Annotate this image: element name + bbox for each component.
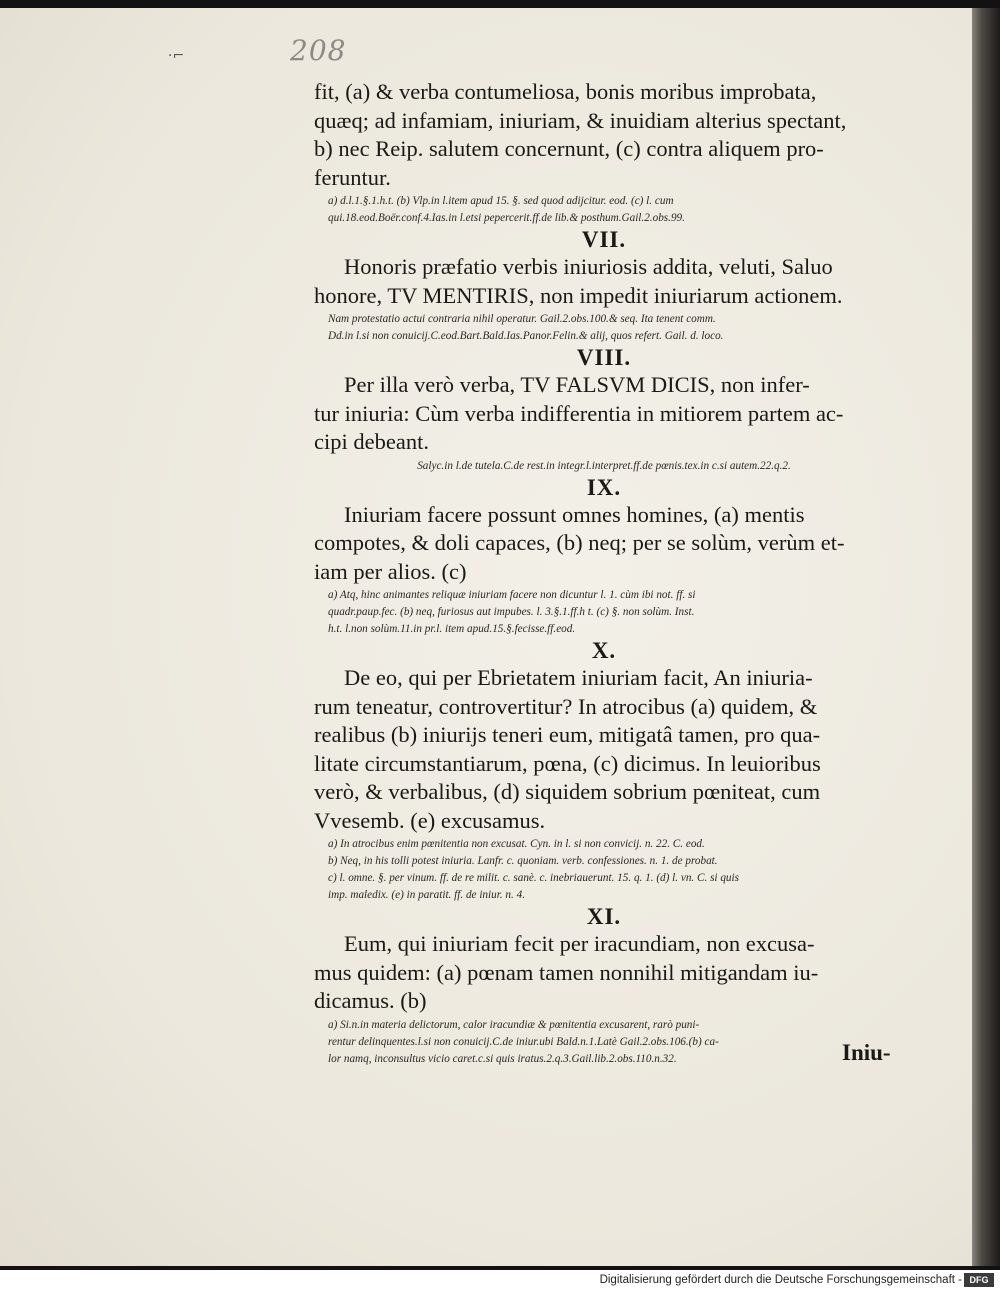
text-line: Eum, qui iniuriam fecit per iracundiam, non excusa- xyxy=(344,931,815,956)
text-line: verò, & verbalibus, (d) siquidem sobrium pœniteat, cum xyxy=(314,779,821,804)
text-line: mus quidem: (a) pœnam tamen nonnihil mitigandam iu- xyxy=(314,959,819,985)
footnote-line: quadr.paup.fec. (b) neq, furiosus aut impubes. l. 3.§.1.ff.h t. (c) §. non solùm. Inst. xyxy=(328,606,695,618)
section-number: VII. xyxy=(581,227,627,252)
footnote-block xyxy=(314,459,894,474)
text-line: compotes, & doli capaces, (b) neq; per se solùm, verùm et- xyxy=(314,530,845,555)
text-line: De eo, qui per Ebrietatem iniuriam facit, An iniuria- xyxy=(344,665,813,690)
footnote-line: a) In atrocibus enim pœnitentia non excusat. Cyn. in l. si non convicij. n. 22. C. eod. xyxy=(328,838,705,850)
footnote-line: c) l. omne. §. per vinum. ff. de re milit. c. sanè. c. inebriauerunt. 15. q. 1. (d) l. vn. C. si quis xyxy=(328,872,739,884)
footer-credit: Digitalisierung gefördert durch die Deutsche Forschungsgemeinschaft - xyxy=(599,1274,962,1286)
footnote-line: rentur delinquentes.l.si non conuicij.C.de iniur.ubi Bald.n.1.Latè Gail.2.obs.106.(b) ca- xyxy=(328,1035,719,1048)
text-line: b) nec Reip. salutem concernunt, (c) contra aliquem pro- xyxy=(314,136,824,161)
footnote-line: a) d.l.1.§.1.h.t. (b) Vlp.in l.item apud 15. §. sed quod adijcitur. eod. (c) l. cum xyxy=(328,195,674,207)
text-line: realibus (b) iniurijs teneri eum, mitigatâ tamen, pro qua- xyxy=(314,722,821,747)
text-line: iam per alios. (c) xyxy=(314,558,467,584)
paragraph xyxy=(314,253,894,310)
catchword: Iniu- xyxy=(842,1040,891,1065)
handwritten-page-number: 208 xyxy=(290,34,347,67)
paragraph xyxy=(314,930,894,1016)
page-text xyxy=(314,78,894,1068)
footnote-line: qui.18.eod.Boër.conf.4.Ias.in l.etsi pepercerit.ff.de lib.& posthum.Gail.2.obs.99. xyxy=(328,212,685,224)
text-line: fit, (a) & verba contumeliosa, bonis moribus improbata, xyxy=(314,79,817,104)
paragraph xyxy=(314,371,894,457)
footnote-line: Salyc.in l.de tutela.C.de rest.in integr.l.interpret.ff.de pœnis.tex.in c.si autem.22.q.2. xyxy=(417,459,791,472)
section-number: IX. xyxy=(586,474,622,500)
footnote-line: a) Si.n.in materia delictorum, calor iracundiæ & pœnitentia excusarent, rarò puni- xyxy=(328,1018,700,1031)
paragraph xyxy=(314,501,894,587)
text-line: honore, TV MENTIRIS, non impedit iniuriarum actionem. xyxy=(314,282,843,308)
text-line: rum teneatur, controvertitur? In atrocibus (a) quidem, & xyxy=(314,693,818,719)
footnote-line: Dd.in l.si non conuicij.C.eod.Bart.Bald.Ias.Panor.Felin.& alij, quos refert. Gail. d. loco. xyxy=(328,330,724,342)
footer-bar xyxy=(0,1270,1000,1291)
paragraph xyxy=(314,78,894,192)
footnote-line: Nam protestatio actui contraria nihil operatur. Gail.2.obs.100.& seq. Ita tenent comm. xyxy=(328,313,716,325)
footnote-line: h.t. l.non solùm.11.in pr.l. item apud.15.§.fecisse.ff.eod. xyxy=(328,623,576,635)
text-line: feruntur. xyxy=(314,164,391,190)
footnote-line: imp. maledix. (e) in paratit. ff. de iniur. n. 4. xyxy=(328,889,526,901)
book-gutter xyxy=(972,8,1000,1266)
text-line: Per illa verò verba, TV FALSVM DICIS, non infer- xyxy=(344,372,810,397)
section-number: X. xyxy=(591,638,617,663)
text-line: Honoris præfatio verbis iniuriosis addita, veluti, Saluo xyxy=(344,254,833,279)
text-line: Vvesemb. (e) excusamus. xyxy=(314,807,546,833)
text-line: quæq; ad infamiam, iniuriam, & inuidiam alterius spectant, xyxy=(314,107,847,133)
text-line: dicamus. (b) xyxy=(314,988,427,1013)
footnote-block xyxy=(314,837,894,903)
text-line: tur iniuria: Cùm verba indifferentia in mitiorem partem ac- xyxy=(314,400,844,426)
footnote-line: lor namq, inconsultus vicio caret.c.si quis iratus.2.q.3.Gail.lib.2.obs.110.n.32. xyxy=(328,1052,677,1065)
footnote-block xyxy=(314,312,894,344)
footnote-block xyxy=(314,1018,894,1067)
text-line: litate circumstantiarum, pœna, (c) dicimus. In leuioribus xyxy=(314,750,821,776)
text-line: cipi debeant. xyxy=(314,429,429,454)
manuscript-mark: ·⌐ xyxy=(168,48,185,64)
paragraph xyxy=(314,664,894,835)
text-line: Iniuriam facere possunt omnes homines, (a) mentis xyxy=(344,501,805,527)
section-number: VIII. xyxy=(576,345,632,370)
footnote-block xyxy=(314,194,894,226)
dfg-logo-icon: DFG xyxy=(964,1273,994,1287)
section-number: XI. xyxy=(586,904,622,929)
footnote-block xyxy=(314,588,894,637)
footnote-line: a) Atq, hinc animantes reliquæ iniuriam facere non dicuntur l. 1. cùm ibi not. ff. si xyxy=(328,589,696,601)
footnote-line: b) Neq, in his tolli potest iniuria. Lanfr. c. quoniam. verb. confessiones. n. 1. de probat. xyxy=(328,855,718,867)
